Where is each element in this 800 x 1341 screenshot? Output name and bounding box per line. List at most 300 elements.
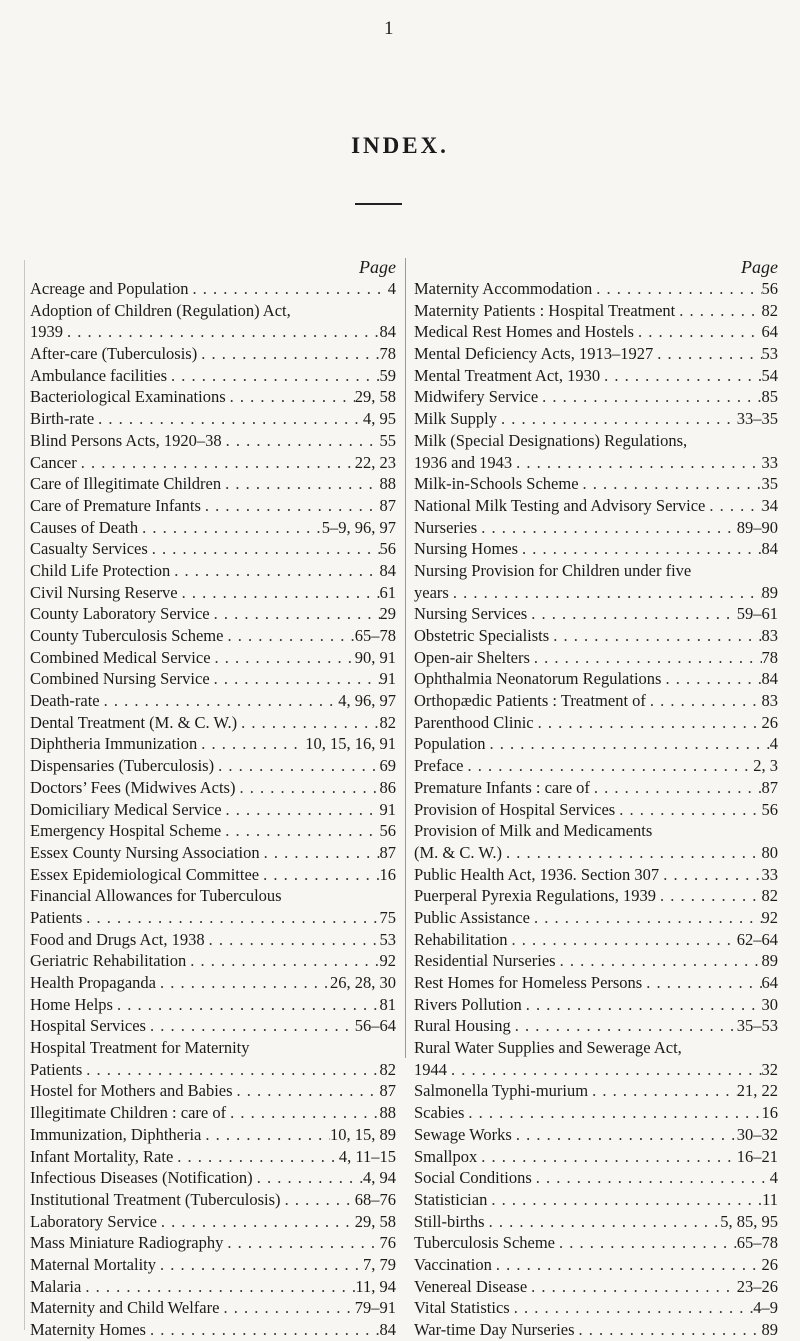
dot-leader — [534, 712, 762, 734]
index-entry-label: Tuberculosis Scheme — [414, 1233, 556, 1253]
dot-leader — [100, 690, 339, 712]
index-entry — [30, 1102, 396, 1124]
dot-leader — [170, 560, 379, 582]
index-entry — [414, 885, 778, 907]
index-entry-page: 82 — [761, 300, 778, 320]
index-entry-page: 2, 3 — [753, 756, 778, 776]
index-entry — [30, 386, 396, 408]
dot-leader — [186, 950, 379, 972]
index-entry — [414, 712, 778, 734]
index-entry — [414, 1102, 778, 1124]
index-entry-label: Diphtheria Immunization — [30, 734, 198, 754]
dot-leader — [146, 1319, 380, 1341]
index-entry — [30, 1319, 396, 1341]
index-entry — [30, 1080, 396, 1102]
dot-leader — [82, 907, 379, 929]
index-entry-label: Milk (Special Designations) Regulations, — [414, 430, 688, 450]
index-entry-label: Maternity and Child Welfare — [30, 1298, 220, 1318]
dot-leader — [486, 733, 770, 755]
dot-leader — [464, 1102, 761, 1124]
index-entry — [30, 517, 396, 539]
dot-leader — [223, 1232, 379, 1254]
dot-leader — [156, 1254, 363, 1276]
index-entry-page: 59 — [379, 365, 396, 385]
index-entry — [30, 343, 396, 365]
index-entry-label: Essex County Nursing Association — [30, 842, 260, 862]
index-entry — [30, 582, 396, 604]
index-entry-page: 53 — [379, 929, 396, 949]
index-entry-label: Maternal Mortality — [30, 1254, 157, 1274]
index-entry-label: Midwifery Service — [414, 387, 539, 407]
index-entry — [30, 929, 396, 951]
index-entry-page: 35 — [761, 474, 778, 494]
index-entry — [414, 1080, 778, 1102]
index-entry-page: 89 — [761, 951, 778, 971]
dot-leader — [497, 408, 737, 430]
index-entry-label: Acreage and Population — [30, 279, 189, 298]
index-entry-page: 82 — [379, 1059, 396, 1079]
index-entry-page: 16 — [761, 1103, 778, 1123]
dot-leader — [82, 1059, 379, 1081]
dot-leader — [253, 1167, 363, 1189]
index-entry — [30, 972, 396, 994]
index-entry-label: Geriatric Rehabilitation — [30, 951, 187, 971]
index-column-right — [414, 256, 778, 1341]
index-entry-label: Immunization, Diphtheria — [30, 1124, 202, 1144]
index-entry-page: 65–78 — [354, 626, 396, 645]
index-entry-label: War-time Day Nurseries — [414, 1320, 575, 1339]
index-entry — [30, 950, 396, 972]
index-entry — [414, 907, 778, 929]
index-entry — [30, 1124, 396, 1146]
index-entry — [414, 386, 778, 408]
index-entry — [30, 1232, 396, 1254]
dot-leader — [226, 1102, 379, 1124]
dot-leader — [449, 582, 762, 604]
index-entry — [414, 1319, 778, 1341]
index-entry-label: Hospital Services — [30, 1016, 146, 1036]
index-entry-page: 87 — [379, 495, 396, 515]
dot-leader — [512, 1124, 737, 1146]
index-entry-page: 78 — [761, 647, 778, 667]
index-entry-label: Care of Illegitimate Children — [30, 474, 222, 494]
dot-leader — [113, 994, 380, 1016]
dot-leader — [260, 842, 380, 864]
dot-leader — [156, 972, 330, 994]
dot-leader — [675, 300, 761, 322]
index-entry — [30, 733, 396, 755]
index-entry-label: Scabies — [414, 1103, 465, 1123]
index-entry-page: 87 — [379, 1081, 396, 1101]
index-entry-label: Illegitimate Children : care of — [30, 1103, 227, 1123]
index-entry-page: 62–64 — [736, 929, 778, 949]
index-entry-label: Malaria — [30, 1276, 82, 1296]
index-entry — [414, 777, 778, 799]
dot-leader — [477, 1146, 736, 1168]
index-entry-page: 82 — [761, 886, 778, 906]
index-entry — [414, 842, 778, 864]
index-entry-page: 81 — [379, 994, 396, 1014]
index-entry-page: 91 — [379, 799, 396, 819]
dot-leader — [492, 1254, 762, 1276]
index-entry-page: 87 — [761, 777, 778, 797]
index-entry-page: 84 — [379, 1320, 396, 1339]
index-entry-label: Orthopædic Patients : Treatment of — [414, 691, 646, 711]
dot-leader — [487, 1189, 762, 1211]
index-entry-label: Domiciliary Medical Service — [30, 799, 222, 819]
index-entry — [414, 365, 778, 387]
index-entry-page: 84 — [379, 560, 396, 580]
index-entry-label: Bacteriological Examinations — [30, 387, 226, 407]
index-entry-label: Mass Miniature Radiography — [30, 1233, 224, 1253]
dot-leader — [555, 1232, 737, 1254]
index-entry-page: 4, 96, 97 — [338, 691, 396, 711]
dot-leader — [221, 820, 379, 842]
dot-leader — [532, 1167, 770, 1189]
index-list-left — [30, 278, 396, 1341]
index-entry-label: Ophthalmia Neonatorum Regulations — [414, 669, 662, 689]
index-entry — [30, 1254, 396, 1276]
index-entry-page: 26 — [761, 1254, 778, 1274]
index-entry-label: Milk Supply — [414, 409, 497, 429]
index-entry-page: 85 — [761, 387, 778, 407]
index-entry-page: 56 — [379, 821, 396, 841]
dot-leader — [510, 1297, 754, 1319]
index-entry-page: 4, 95 — [363, 409, 396, 429]
index-entry-label: Social Conditions — [414, 1168, 532, 1188]
index-entry-label: After-care (Tuberculosis) — [30, 344, 198, 364]
dot-leader — [233, 1080, 380, 1102]
index-entry — [414, 1232, 778, 1254]
index-column-left — [30, 256, 396, 1341]
index-entry — [30, 495, 396, 517]
index-entry — [30, 365, 396, 387]
dot-leader — [527, 1276, 737, 1298]
index-entry-label: Cancer — [30, 452, 77, 472]
index-entry — [30, 473, 396, 495]
index-entry-page: 4, 11–15 — [338, 1146, 396, 1166]
index-list-right — [414, 278, 778, 1341]
index-entry-label: Milk-in-Schools Scheme — [414, 474, 579, 494]
index-entry-label: Public Assistance — [414, 907, 530, 927]
dot-leader — [219, 1297, 354, 1319]
index-entry-page: 7, 79 — [363, 1254, 396, 1274]
index-entry-page: 64 — [761, 322, 778, 342]
index-entry-page: 83 — [761, 626, 778, 645]
index-entry-label: Smallpox — [414, 1146, 478, 1166]
index-entry-label: Combined Nursing Service — [30, 669, 210, 689]
index-entry-label: Open-air Shelters — [414, 647, 530, 667]
index-entry-label: Residential Nurseries — [414, 951, 556, 971]
index-entry — [30, 712, 396, 734]
index-entry — [414, 755, 778, 777]
index-entry-page: 90, 91 — [354, 647, 396, 667]
dot-leader — [148, 538, 380, 560]
index-entry-page: 69 — [379, 756, 396, 776]
index-entry-label: Infant Mortality, Rate — [30, 1146, 174, 1166]
dot-leader — [210, 603, 380, 625]
index-entry-label: Public Health Act, 1936. Section 307 — [414, 864, 660, 884]
index-entry — [414, 517, 778, 539]
index-entry-page: 16–21 — [736, 1146, 778, 1166]
index-entry — [414, 408, 778, 430]
index-entry-page: 33 — [761, 864, 778, 884]
index-entry-continuation: (M. & C. W.) — [414, 842, 503, 862]
index-entry — [30, 842, 396, 864]
index-entry — [414, 1167, 778, 1189]
dot-leader — [222, 430, 380, 452]
index-entry-label: National Milk Testing and Advisory Service — [414, 495, 706, 515]
dot-leader — [77, 452, 355, 474]
index-entry-page: 55 — [379, 430, 396, 450]
index-entry-page: 10, 15, 89 — [330, 1124, 396, 1144]
index-entry-label: Food and Drugs Act, 1938 — [30, 929, 205, 949]
index-entry-label: Infectious Diseases (Notification) — [30, 1168, 253, 1188]
index-entry-label: Provision of Hospital Services — [414, 799, 616, 819]
index-entry-page: 59–61 — [736, 604, 778, 624]
index-entry-label: Vital Statistics — [414, 1298, 510, 1318]
index-entry-page: 10, 15, 16, 91 — [305, 734, 396, 754]
dot-leader — [485, 1211, 721, 1233]
index-entry — [30, 799, 396, 821]
dot-leader — [138, 517, 322, 539]
index-entry-label: Doctors’ Fees (Midwives Acts) — [30, 777, 236, 797]
index-entry-label: Rural Water Supplies and Sewerage Act, — [414, 1038, 682, 1058]
index-entry-page: 5–9, 96, 97 — [321, 517, 396, 537]
index-entry-label: Civil Nursing Reserve — [30, 582, 178, 602]
index-entry — [414, 1015, 778, 1037]
dot-leader — [178, 582, 380, 604]
dot-leader — [259, 864, 379, 886]
index-entry-page: 82 — [379, 712, 396, 732]
index-entry — [414, 452, 778, 474]
index-entry-label: Maternity Accommodation — [414, 279, 593, 298]
index-entry — [30, 625, 396, 647]
index-entry-page: 4–9 — [753, 1298, 778, 1318]
index-entry — [414, 733, 778, 755]
index-entry — [414, 538, 778, 560]
index-entry-label: Nursing Homes — [414, 539, 519, 559]
index-entry-label: Still-births — [414, 1211, 485, 1231]
dot-leader — [463, 755, 753, 777]
index-entry — [30, 430, 396, 452]
index-entry-label: Preface — [414, 756, 464, 776]
index-entry-label: Maternity Homes — [30, 1320, 146, 1339]
index-entry-page: 84 — [761, 539, 778, 559]
dot-leader — [592, 278, 761, 300]
index-entry — [30, 1211, 396, 1233]
page-column-heading: Page — [359, 257, 396, 277]
index-entry — [30, 1297, 396, 1319]
dot-leader — [646, 690, 762, 712]
index-entry-continuation: Patients — [30, 907, 83, 927]
dot-leader — [512, 452, 761, 474]
dot-leader — [94, 408, 363, 430]
index-entry — [414, 1189, 778, 1211]
index-entry-page: 22, 23 — [354, 452, 396, 472]
index-entry-page: 21, 22 — [736, 1081, 778, 1101]
index-entry-page: 11 — [762, 1189, 778, 1209]
dot-leader — [579, 473, 762, 495]
dot-leader — [223, 625, 354, 647]
column-divider — [405, 258, 406, 1058]
dot-leader — [511, 1015, 737, 1037]
index-entry — [414, 668, 778, 690]
dot-leader — [222, 799, 380, 821]
index-entry-label: Birth-rate — [30, 409, 95, 429]
index-entry-label: Mental Treatment Act, 1930 — [414, 365, 601, 385]
index-entry-label: Home Helps — [30, 994, 113, 1014]
index-entry-label: County Laboratory Service — [30, 604, 210, 624]
index-entry-label: Causes of Death — [30, 517, 139, 537]
index-entry — [30, 864, 396, 886]
index-entry-label: Vaccination — [414, 1254, 492, 1274]
title-rule — [355, 203, 402, 205]
index-entry-page: 88 — [379, 474, 396, 494]
index-entry — [414, 690, 778, 712]
index-entry-label: Sewage Works — [414, 1124, 512, 1144]
index-entry-page: 64 — [761, 973, 778, 992]
index-entry-page: 16 — [379, 864, 396, 884]
dot-leader — [600, 365, 761, 387]
index-entry — [414, 950, 778, 972]
index-entry-page: 29 — [379, 604, 396, 624]
index-entry-label: Rural Housing — [414, 1016, 511, 1036]
index-entry-label: Mental Deficiency Acts, 1913–1927 — [414, 344, 654, 364]
dot-leader — [590, 777, 762, 799]
index-entry — [30, 538, 396, 560]
dot-leader — [235, 777, 379, 799]
index-entry — [30, 690, 396, 712]
dot-leader — [477, 517, 737, 539]
dot-leader — [63, 321, 380, 343]
index-entry-page: 56 — [761, 279, 778, 298]
index-entry-label: Essex Epidemiological Committee — [30, 864, 260, 884]
index-entry — [414, 473, 778, 495]
dot-leader — [588, 1080, 737, 1102]
dot-leader — [556, 950, 762, 972]
index-entry — [414, 321, 778, 343]
index-entry-label: Obstetric Specialists — [414, 626, 550, 645]
index-entry — [30, 560, 396, 582]
dot-leader — [653, 343, 761, 365]
index-entry — [414, 994, 778, 1016]
index-entry-label: Nurseries — [414, 517, 478, 537]
index-entry-page: 33 — [761, 452, 778, 472]
index-entry-label: Dental Treatment (M. & C. W.) — [30, 712, 238, 732]
index-entry — [30, 647, 396, 669]
index-entry-label: Care of Premature Infants — [30, 495, 201, 515]
index-entry — [30, 1276, 396, 1298]
index-entry — [414, 1254, 778, 1276]
index-entry-page: 76 — [379, 1233, 396, 1253]
dot-leader — [549, 625, 761, 647]
index-entry — [414, 495, 778, 517]
dot-leader — [221, 473, 379, 495]
dot-leader — [527, 603, 737, 625]
index-entry-page: 32 — [761, 1059, 778, 1079]
dot-leader — [237, 712, 379, 734]
index-entry — [414, 603, 778, 625]
dot-leader — [538, 386, 761, 408]
index-entry-label: Maternity Patients : Hospital Treatment — [414, 300, 676, 320]
index-entry-page: 91 — [379, 669, 396, 689]
index-entry-page: 89–90 — [736, 517, 778, 537]
dot-leader — [201, 495, 380, 517]
index-entry-label: Combined Medical Service — [30, 647, 211, 667]
index-entry — [414, 929, 778, 951]
dot-leader — [507, 929, 736, 951]
index-entry-page: 4 — [769, 1168, 778, 1188]
index-entry — [414, 582, 778, 604]
index-entry — [30, 321, 396, 343]
index-entry-label: Statistician — [414, 1189, 488, 1209]
page-title: INDEX. — [351, 133, 449, 158]
index-entry-label: County Tuberculosis Scheme — [30, 626, 224, 645]
dot-leader — [530, 647, 762, 669]
index-entry-page: 30–32 — [736, 1124, 778, 1144]
index-entry — [414, 1059, 778, 1081]
index-entry — [414, 1297, 778, 1319]
index-entry-label: Laboratory Service — [30, 1211, 157, 1231]
index-entry-page: 88 — [379, 1103, 396, 1123]
index-entry — [414, 1124, 778, 1146]
dot-leader — [615, 799, 761, 821]
index-entry-label: Parenthood Clinic — [414, 712, 534, 732]
index-entry — [30, 907, 396, 929]
index-entry-continuation: 1944 — [414, 1059, 447, 1079]
index-entry — [30, 278, 396, 300]
index-entry-page: 83 — [761, 691, 778, 711]
index-entry-label: Ambulance facilities — [30, 365, 167, 385]
index-entry — [30, 994, 396, 1016]
index-entry-page: 79–91 — [354, 1298, 396, 1318]
index-entry-label: Nursing Provision for Children under five — [414, 560, 692, 580]
index-entry-page: 89 — [761, 1320, 778, 1339]
index-entry-page: 56 — [761, 799, 778, 819]
index-entry-page: 61 — [379, 582, 396, 602]
index-entry-label: Venereal Disease — [414, 1276, 528, 1296]
index-entry-continuation: 1936 and 1943 — [414, 452, 513, 472]
dot-leader — [659, 864, 761, 886]
index-entry-page: 92 — [379, 951, 396, 971]
index-entry — [414, 278, 778, 300]
dot-leader — [214, 755, 379, 777]
index-entry — [414, 300, 778, 322]
index-entry-continuation: 1939 — [30, 322, 63, 342]
index-entry-page: 84 — [761, 669, 778, 689]
index-entry-label: Salmonella Typhi-murium — [414, 1081, 589, 1101]
index-entry-label: Nursing Services — [414, 604, 528, 624]
index-entry-page: 26 — [761, 712, 778, 732]
index-entry-label: Death-rate — [30, 691, 100, 711]
index-entry-page: 11, 94 — [355, 1276, 396, 1296]
dot-leader — [189, 278, 388, 300]
index-entry-label: Rivers Pollution — [414, 994, 522, 1014]
dot-leader — [201, 1124, 330, 1146]
dot-leader — [447, 1059, 762, 1081]
index-entry-page: 5, 85, 95 — [720, 1211, 778, 1231]
index-entry-page: 23–26 — [736, 1276, 778, 1296]
index-entry-page: 35–53 — [736, 1016, 778, 1036]
dot-leader — [281, 1189, 355, 1211]
index-entry-page: 56–64 — [354, 1016, 396, 1036]
dot-leader — [705, 495, 761, 517]
index-entry-page: 4 — [769, 734, 778, 754]
index-entry — [30, 1015, 396, 1037]
index-entry — [414, 1276, 778, 1298]
index-entry — [30, 755, 396, 777]
